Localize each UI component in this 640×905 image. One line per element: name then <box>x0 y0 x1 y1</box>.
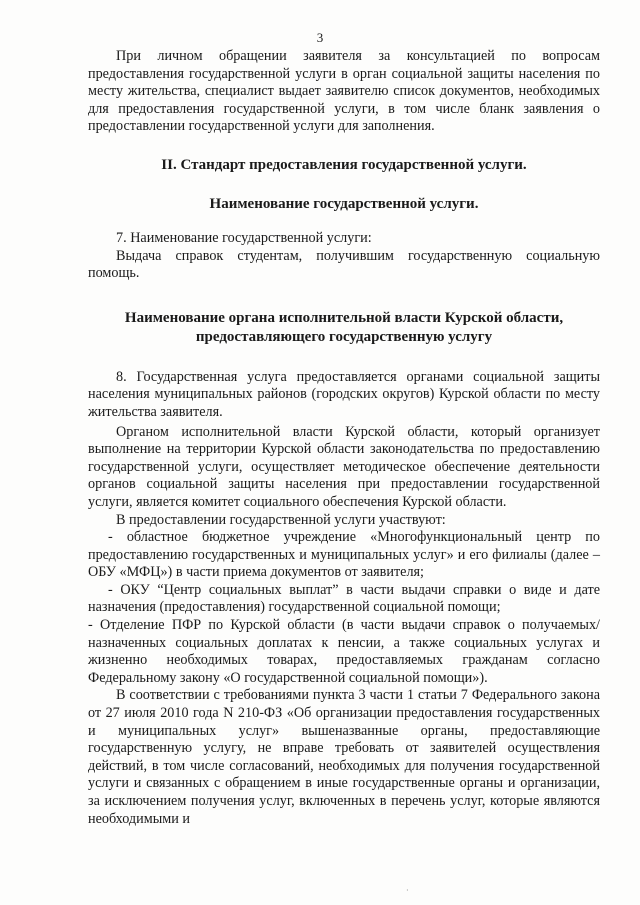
item-8-paragraph-1: 8. Государственная услуга предоставляется органами социальной защиты населения муниципальных районов (городских округов) Курской области по месту жительства заявителя. <box>88 368 600 420</box>
intro-paragraph: При личном обращении заявителя за консультацией по вопросам предоставления государственной услуги в орган социальной защиты населения по месту жительства, специалист выдает заявителю список документов, необходимых для предоставления государственной услуги, в том числе бланк заявления о предоставлении государственной услуги для заполнения. <box>88 48 600 135</box>
item-7-label: 7. Наименование государственной услуги: <box>116 229 372 246</box>
item-7-text: Выдача справок студентам, получившим государственную социальную помощь. <box>88 247 600 282</box>
participant-list-item: - ОКУ “Центр социальных выплат” в части выдачи справки о виде и дате назначения (предоставления) государственной социальной помощи; <box>88 581 600 616</box>
item-8-paragraph-2: Органом исполнительной власти Курской области, который организует выполнение на территории Курской области законодательства по предоставлению государственной услуги, осуществляет методическое обеспечение деятельности органов социальной защиты населения при предоставлении государственной услуги, является комитет социального обеспечения Курской области. <box>88 423 600 510</box>
organ-title-line-2: предоставляющего государственную услугу <box>195 328 493 345</box>
page-number: 3 <box>316 30 324 45</box>
footer-mark: · <box>406 886 409 895</box>
participant-list-item: - Отделение ПФР по Курской области (в части выдачи справок о получаемых/назначенных социальных доплатах к пенсии, а также социальных услугах и жизненно необходимых товарах, предоставляемых гражданам согласно Федеральному закону «О государственной социальной помощи»). <box>88 617 600 686</box>
organ-title <box>88 309 600 347</box>
item-8-paragraph-4: В соответствии с требованиями пункта 3 части 1 статьи 7 Федерального закона от 27 июля 2010 года N 210-ФЗ «Об организации предоставления государственных и муниципальных услуг» вышеназванные органы, предоставляющие государственную услугу, не вправе требовать от заявителей осуществления действий, в том числе согласований, необходимых для получения государственной услуги и связанных с обращением в иные государственные органы и организации, за исключением получения услуг, включенных в перечень услуг, которые являются необходимыми и <box>88 687 600 827</box>
subsection-title-service-name: Наименование государственной услуги. <box>209 195 479 212</box>
document-body <box>88 48 600 828</box>
participant-list-item: - областное бюджетное учреждение «Многофункциональный центр по предоставлению государственных и муниципальных услуг» и его филиалы (далее – ОБУ «МФЦ») в части приема документов от заявителя; <box>88 529 600 581</box>
section-title: II. Стандарт предоставления государственной услуги. <box>161 156 527 173</box>
item-8-paragraph-3: В предоставлении государственной услуги участвуют: <box>116 511 446 528</box>
organ-title-line-1: Наименование органа исполнительной власти Курской области, <box>124 309 564 326</box>
